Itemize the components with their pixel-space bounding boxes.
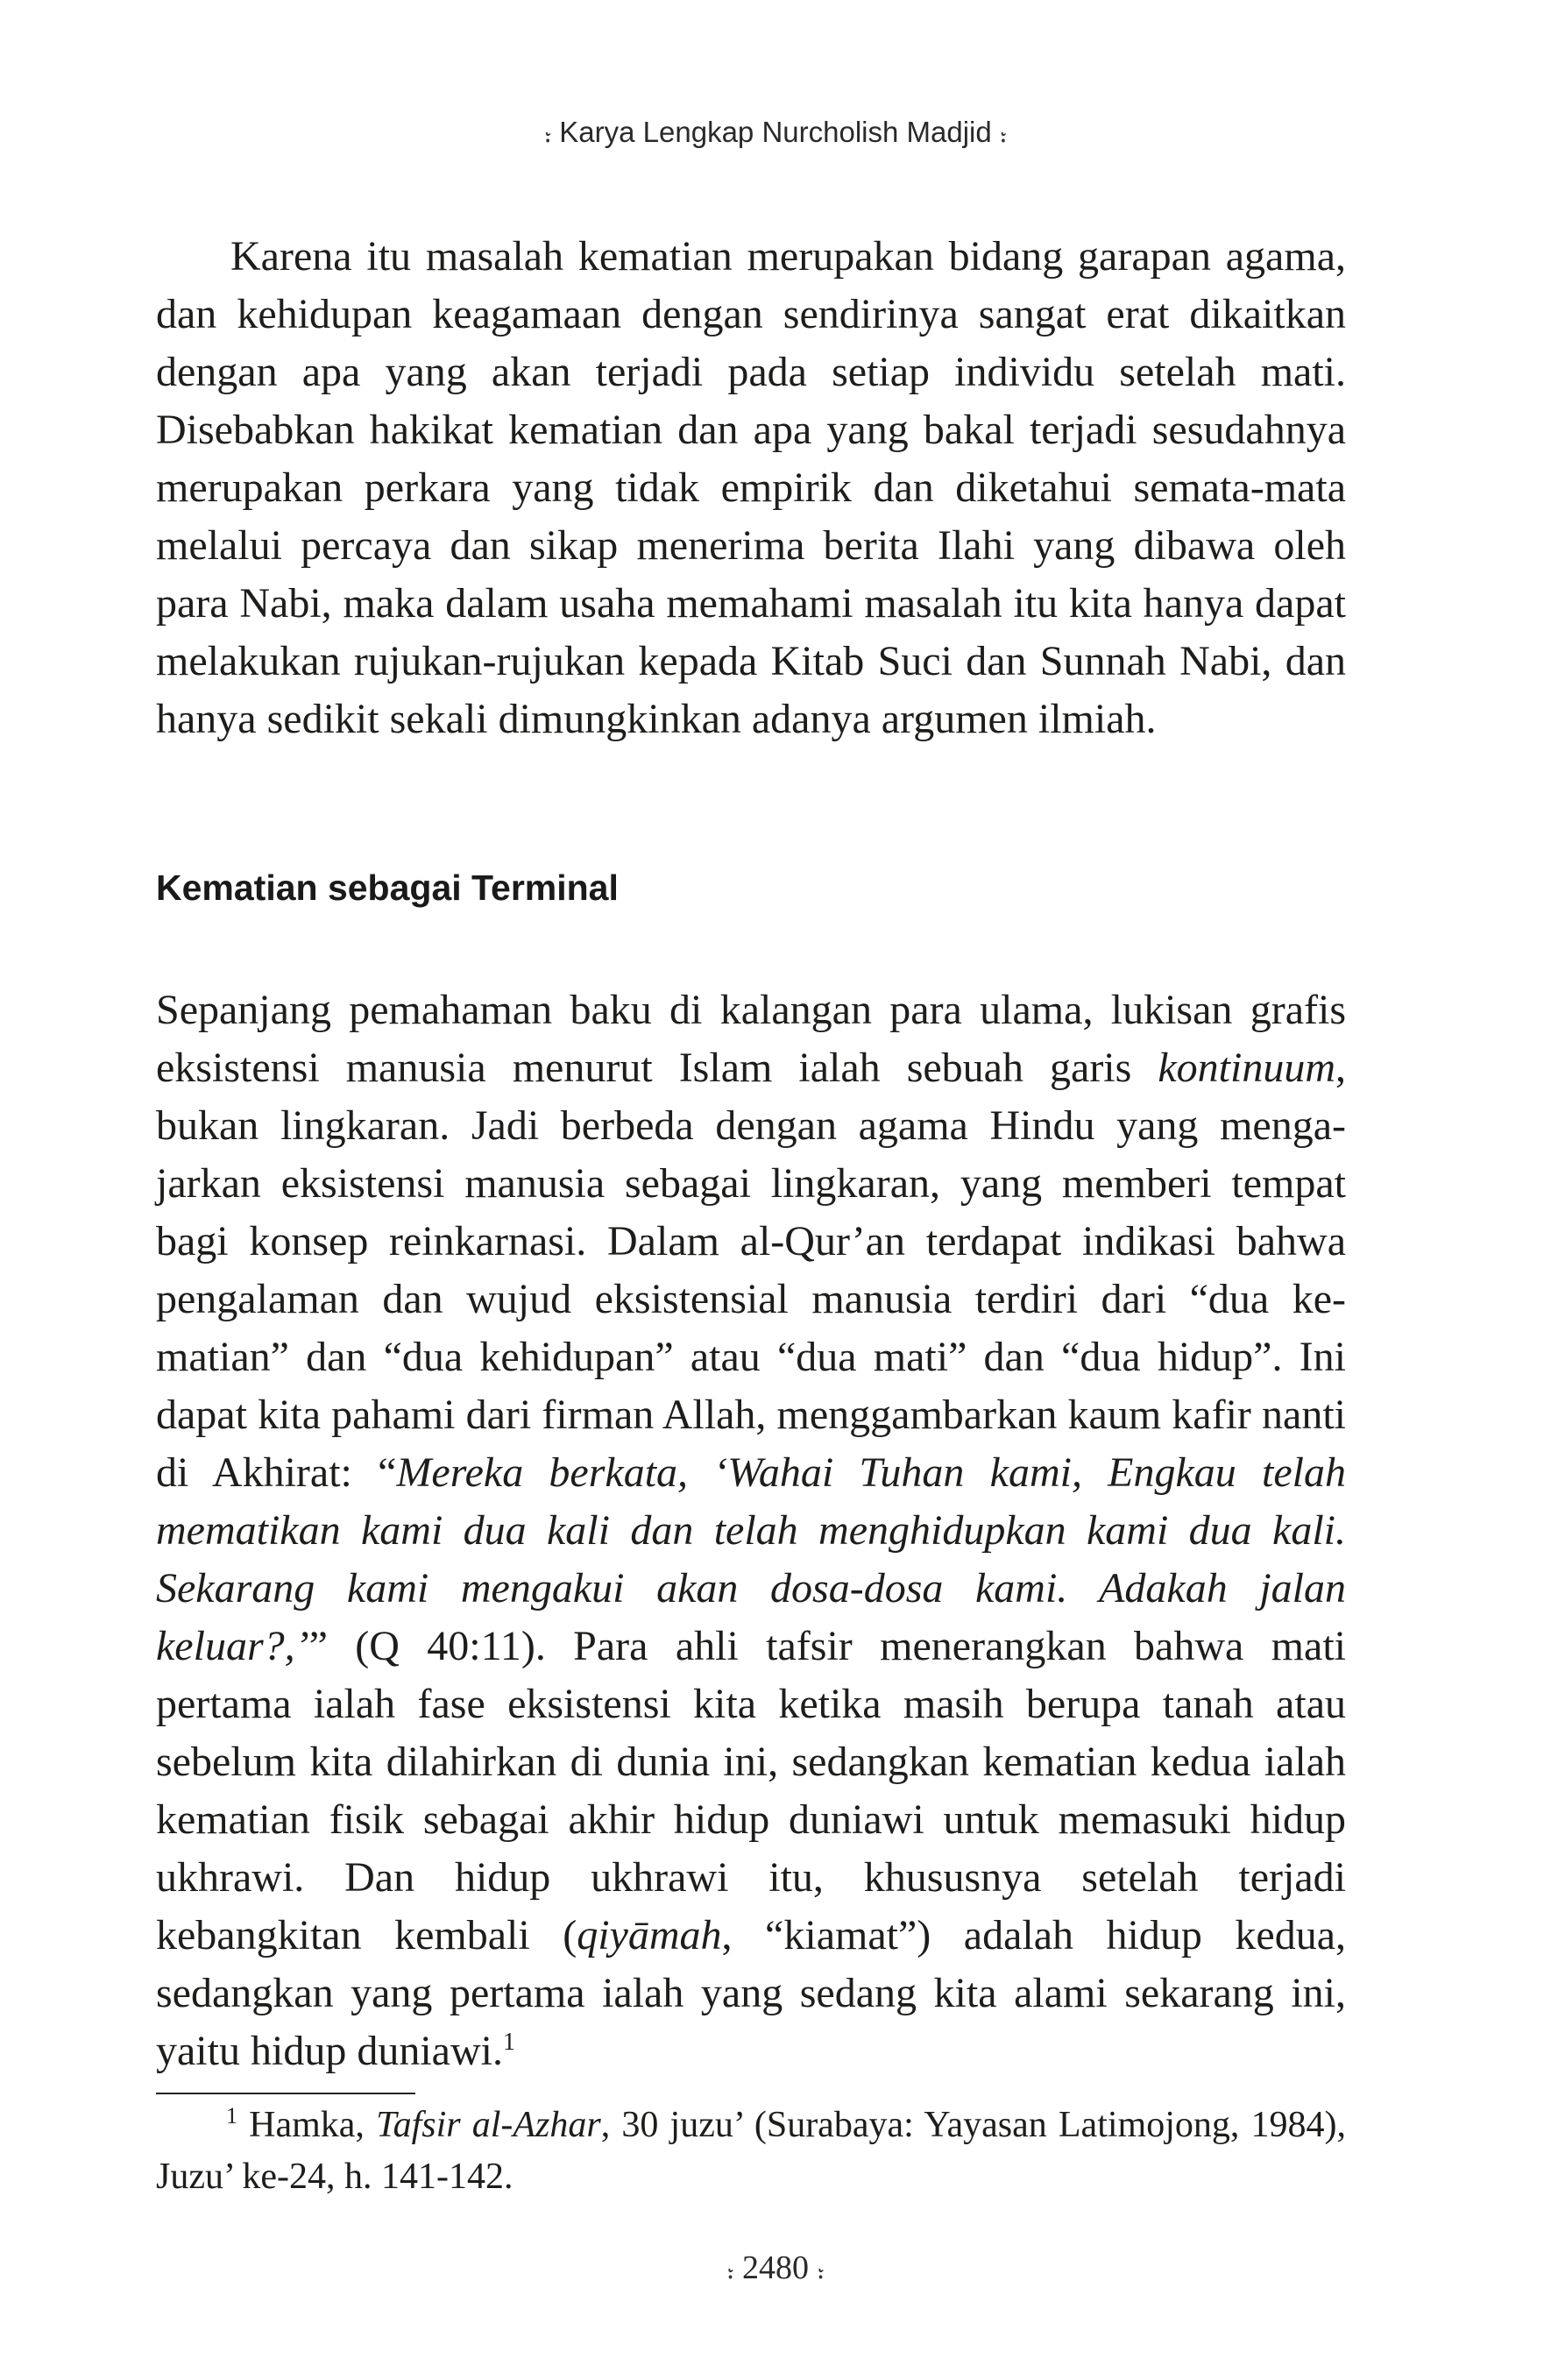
text-run: , bukan lingkaran. Jadi berbeda dengan agama Hindu yang mengajarkan eksistensi manusia sebagai lingkaran, yang memberi tempat bagi konsep reinkarnasi. Dalam al-Qur’an terdapat indikasi bahwa pengalaman dan wujud eksistensial manusia terdiri dari “dua kematian” dan “dua kehidupan” atau “dua mati” dan “dua hidup”. Ini dapat kita pahami dari firman Allah, menggambarkan kaum kafir nanti di Akhirat: “	[156, 1045, 1346, 1496]
italic-term: kontinuum	[1158, 1045, 1335, 1091]
quran-quote: Mereka berkata, ‘Wahai Tuhan kami, Engkau telah mematikan kami dua kali dan telah menghidupkan kami dua kali. Sekarang kami mengakui akan dosa-dosa kami. Adakah jalan keluar?,’	[156, 1449, 1347, 1669]
text-run: ” (Q 40:11). Para ahli tafsir menerangkan bahwa mati pertama ialah fase eksistensi kita ketika masih berupa tanah atau sebelum kita dilahirkan di dunia ini, sedangkan kematian kedua ialah kematian fisik sebagai akhir hidup duniawi untuk memasuki hidup ukhrawi. Dan hidup ukhrawi itu, khususnya setelah terjadi kebangkitan kembali (	[156, 1623, 1346, 1959]
footnote-number: 1	[226, 2103, 237, 2129]
right-ornament-icon: ⹎	[999, 118, 1007, 149]
page-number-footer	[0, 2249, 1551, 2287]
left-ornament-icon: ⹎	[726, 2255, 734, 2285]
text-run: Sepanjang pemahaman baku di kalangan para ulama, lukisan grafis eksistensi manusia menurut Islam ialah sebuah garis	[156, 987, 1346, 1091]
italic-term: qiyāmah	[577, 1912, 722, 1959]
footnote-divider	[156, 2093, 415, 2094]
book-title: Karya Lengkap Nurcholish Madjid	[559, 116, 992, 148]
footnote	[156, 2100, 1346, 2203]
footnote-author: Hamka,	[249, 2105, 377, 2145]
left-ornament-icon: ⹎	[544, 118, 552, 149]
section-heading: Kematian sebagai Terminal	[156, 868, 619, 908]
main-paragraph-block	[156, 981, 1346, 2080]
footnote-reference[interactable]: 1	[502, 2029, 515, 2056]
running-header	[0, 114, 1551, 150]
page-number: 2480	[742, 2249, 809, 2286]
text-run: , “kiamat”) adalah hidup kedua, sedangkan yang pertama ialah yang sedang kita alami sekarang ini, yaitu hidup duniawi.	[156, 1912, 1346, 2074]
footnote-details: , 30 juzu’ (Surabaya: Yayasan Latimojong, 1984), Juzu’ ke-24, h. 141-142.	[156, 2105, 1346, 2197]
main-paragraph	[156, 981, 1346, 2080]
footnote-title: Tafsir al-Azhar	[376, 2105, 601, 2145]
intro-paragraph-block	[156, 228, 1346, 748]
right-ornament-icon: ⹎	[817, 2255, 825, 2285]
intro-paragraph: Karena itu masalah kematian merupakan bidang garapan agama, dan kehidupan keagamaan dengan sendirinya sangat erat dikaitkan dengan apa yang akan terjadi pada setiap individu setelah mati. Disebabkan hakikat kematian dan apa yang bakal terjadi sesudahnya merupakan perkara yang tidak empirik dan diketahui semata-mata melalui percaya dan sikap menerima berita Ilahi yang dibawa oleh para Nabi, maka dalam usaha memahami masalah itu kita hanya dapat melakukan rujukan-rujukan kepada Kitab Suci dan Sunnah Nabi, dan hanya sedikit sekali dimungkinkan adanya argumen ilmiah.	[156, 233, 1346, 742]
